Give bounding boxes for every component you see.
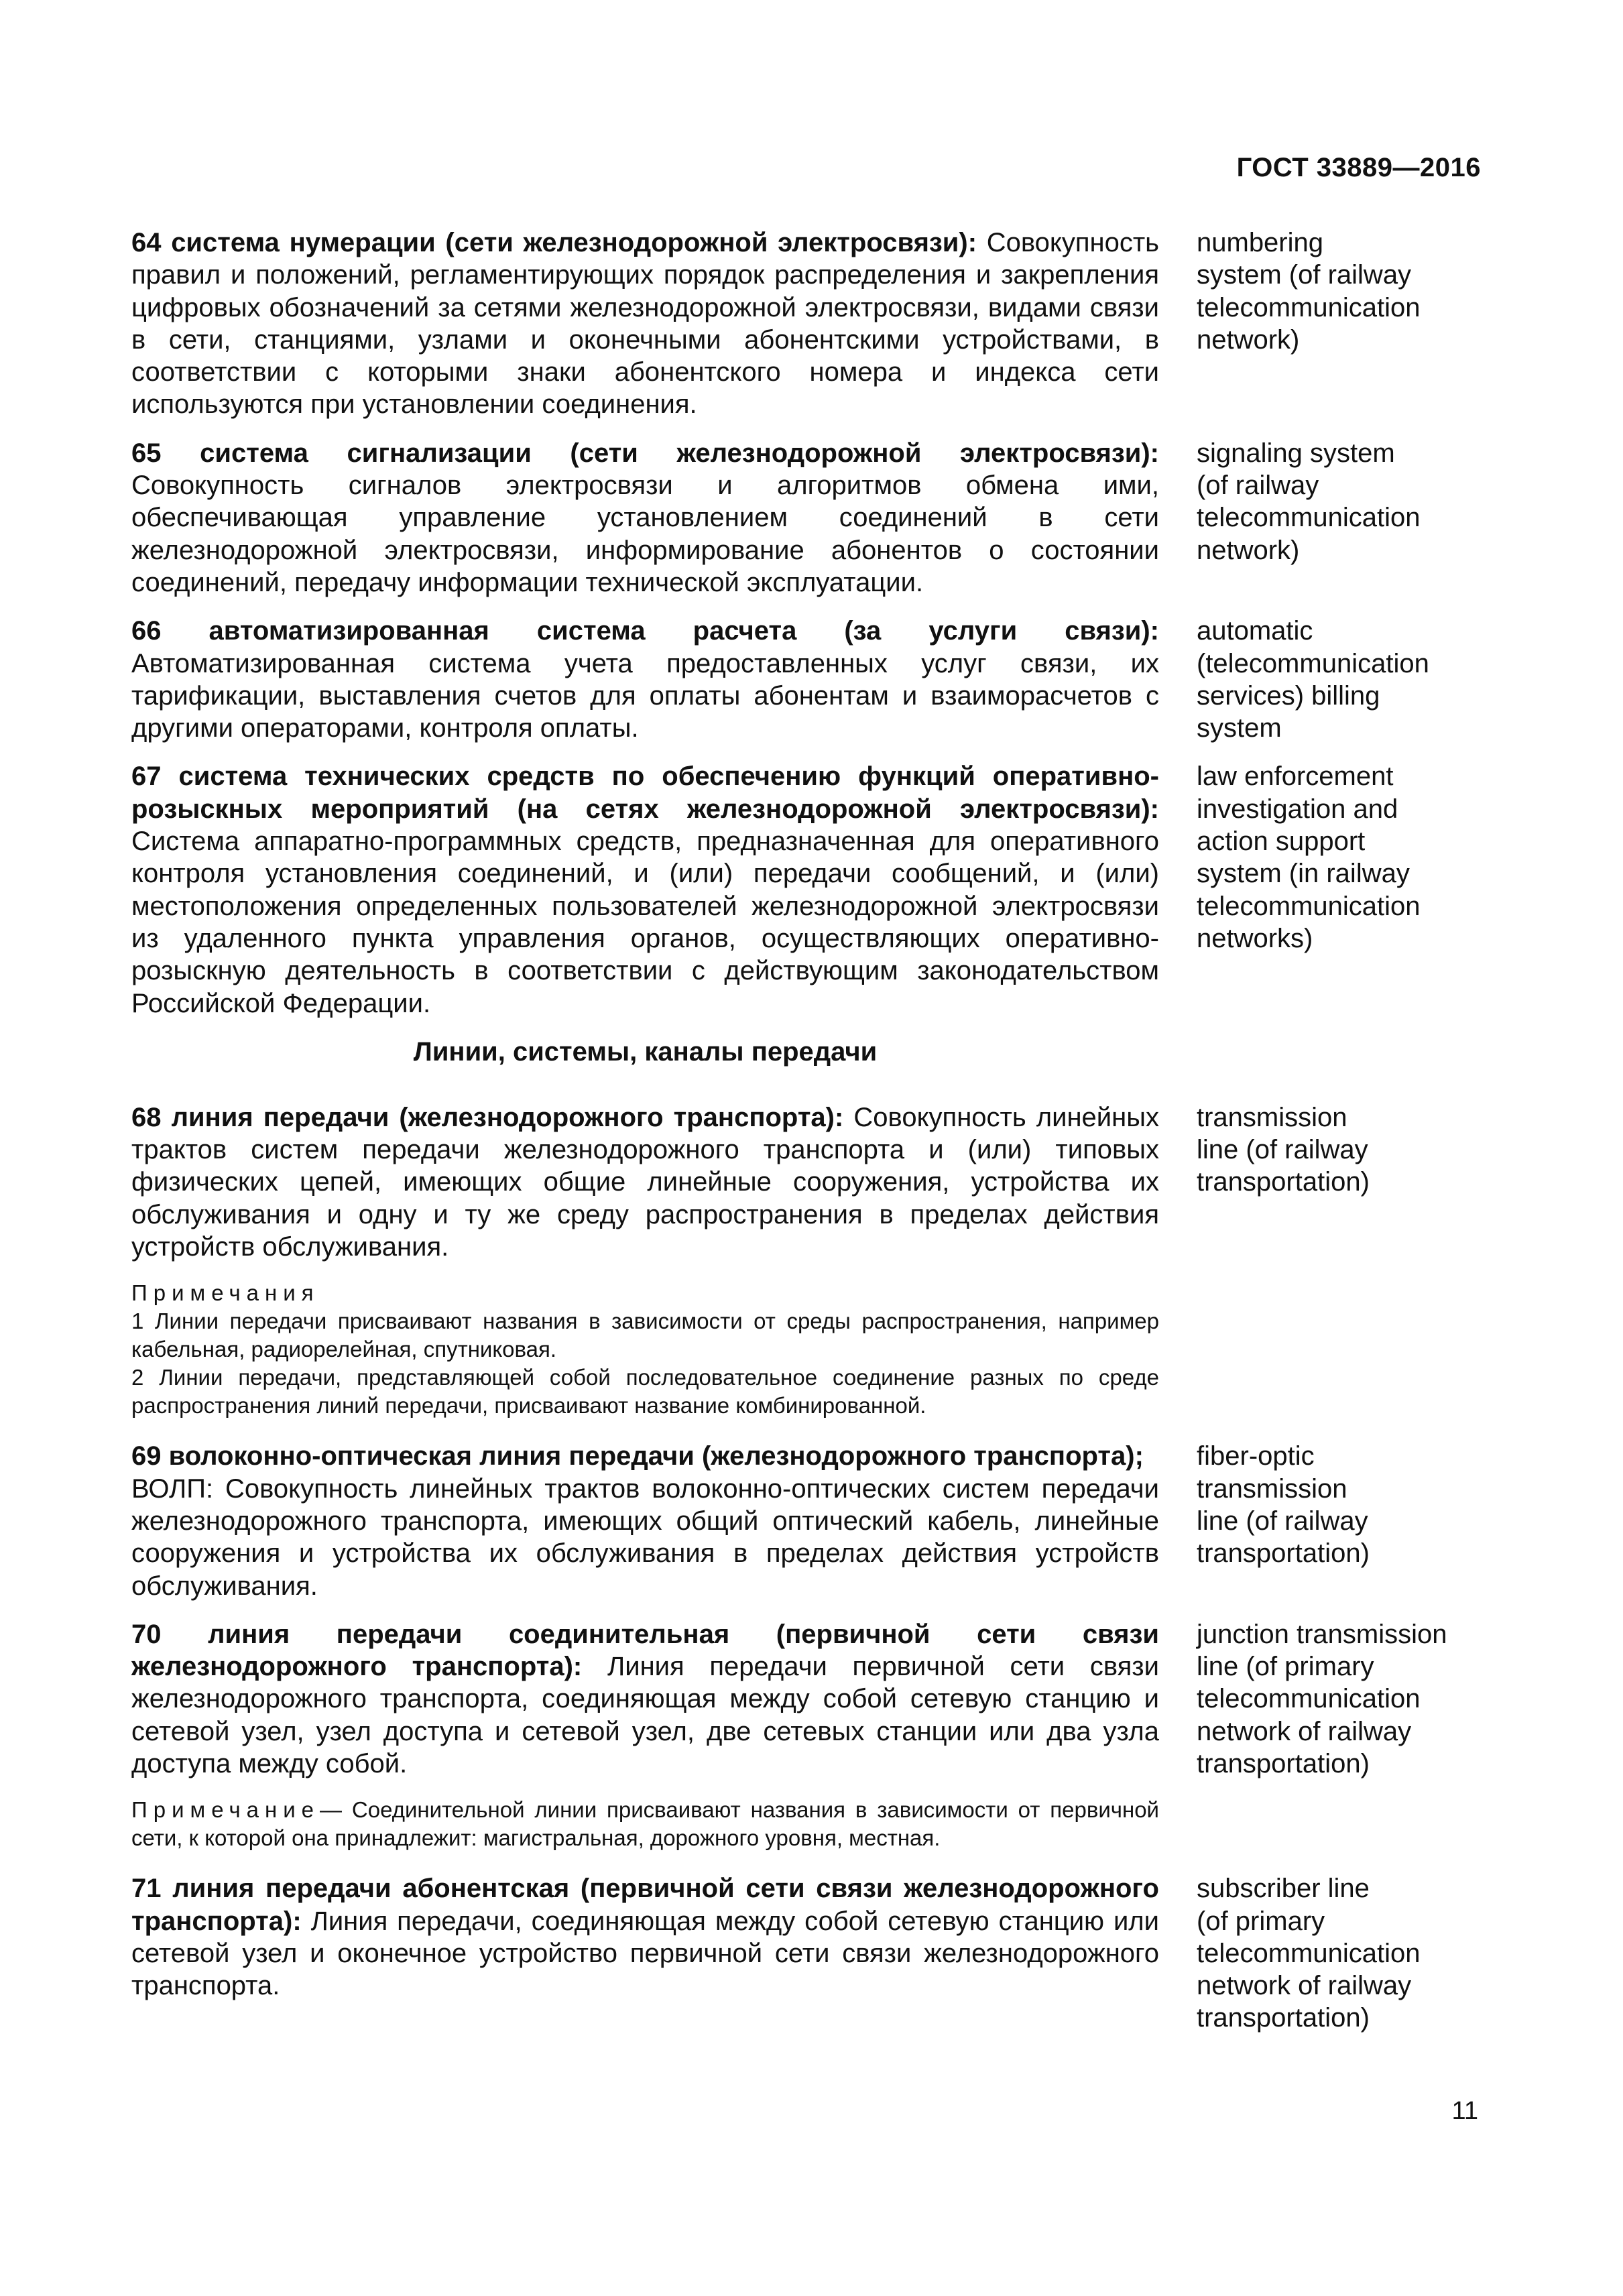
term-en: automatic (telecommunication services) billing system	[1197, 616, 1429, 743]
notes-heading: Примечания	[131, 1280, 320, 1306]
term-definition: Линия передачи первичной сети связи железнодорожного транспорта, соединяющая между собой сетевую станцию и сетевой узел, узел доступа и сетевой узел, две сетевых станции или два узла доступа между собой.	[131, 1652, 1159, 1778]
term-number: 70	[131, 1619, 162, 1649]
term-entry-69	[131, 1440, 1488, 1602]
term-title	[131, 616, 1159, 646]
term-entry-67	[131, 760, 1488, 1019]
term-title	[131, 1441, 1144, 1471]
term-en: signaling system (of railway telecommunication network)	[1197, 438, 1421, 565]
term-entry-70	[131, 1618, 1488, 1780]
document-number-header: ГОСТ 33889—2016	[1236, 153, 1481, 182]
term-en: junction transmission line (of primary telecommunication network of railway transportation)	[1197, 1619, 1447, 1778]
section-heading: Линии, системы, каналы передачи	[413, 1036, 878, 1067]
term-title	[131, 1103, 843, 1132]
term-name: линия передачи соединительная (первичной сети связи железнодорожного транспорта):	[131, 1619, 1159, 1682]
term-entry-71	[131, 1872, 1488, 2034]
note-item: 2 Линии передачи, представляющей собой последовательное соединение разных по среде распространения линий передачи, присваивают название комбинированной.	[131, 1365, 1159, 1418]
term-title	[131, 228, 977, 257]
term-number: 67	[131, 762, 162, 792]
term-number: 69	[131, 1441, 162, 1471]
term-definition: Совокупность линейных трактов систем передачи железнодорожного транспорта и (или) типовых физических цепей, имеющих общие линейные сооружения, устройства их обслуживания и одну и ту же среду распространения в пределах действия устройств обслуживания.	[131, 1102, 1159, 1262]
term-definition: Линия передачи, соединяющая между собой сетевую станцию или сетевой узел и оконечное устройство первичной сети связи железнодорожного транспорта.	[131, 1906, 1159, 2001]
terms-list	[131, 227, 1488, 2051]
note-label: Примечание	[131, 1797, 320, 1823]
page-number: 11	[1451, 2097, 1478, 2125]
note-item: 1 Линии передачи присваивают названия в зависимости от среды распространения, например кабельная, радиорелейная, спутниковая.	[131, 1309, 1159, 1362]
term-entry-66	[131, 615, 1488, 744]
term-en: law enforcement investigation and action support system (in railway telecommunication networks)	[1197, 762, 1421, 953]
term-ru	[131, 1618, 1159, 1780]
notes-68	[131, 1279, 1159, 1420]
term-number: 64	[131, 228, 162, 257]
term-name: линия передачи абонентская (первичной сети связи железнодорожного транспорта):	[131, 1874, 1159, 1936]
term-ru	[131, 1101, 1159, 1263]
term-name: волоконно-оптическая линия передачи (железнодорожного транспорта);	[168, 1441, 1144, 1471]
term-name: автоматизированная система расчета (за услуги связи):	[208, 616, 1159, 646]
term-entry-64	[131, 227, 1488, 421]
note-text: — Соединительной линии присваивают названия в зависимости от первичной сети, к которой она принадлежит: магистральная, дорожного уровня, местная.	[131, 1797, 1159, 1851]
term-en: subscriber line (of primary telecommunication network of railway transportation)	[1197, 1874, 1421, 2033]
term-en: numbering system (of railway telecommunication network)	[1197, 228, 1421, 355]
term-name: система сигнализации (сети железнодорожной электросвязи):	[200, 438, 1159, 468]
term-en: transmission line (of railway transportation)	[1197, 1102, 1370, 1197]
term-ru	[131, 615, 1159, 744]
term-number: 71	[131, 1874, 162, 1904]
term-ru	[131, 1440, 1159, 1602]
term-ru	[131, 760, 1159, 1019]
term-definition: Совокупность сигналов электросвязи и алгоритмов обмена ими, обеспечивающая управление установлением соединений в сети железнодорожной электросвязи, информирование абонентов о состоянии соединений, передачу информации технической эксплуатации.	[131, 471, 1159, 597]
term-definition: Автоматизированная система учета предоставленных услуг связи, их тарификации, выставления счетов для оплаты абонентам и взаиморасчетов с другими операторами, контроля оплаты.	[131, 648, 1159, 743]
term-entry-65	[131, 437, 1488, 599]
term-entry-68	[131, 1101, 1488, 1263]
term-name: система нумерации (сети железнодорожной электросвязи):	[171, 228, 977, 257]
term-ru	[131, 227, 1159, 421]
term-title	[131, 762, 1159, 823]
note-70	[131, 1796, 1159, 1852]
term-definition: Совокупность правил и положений, регламентирующих порядок распределения и закрепления цифровых обозначений за сетями железнодорожной электросвязи, видами связи в сети, станциями, узлами и оконечными абонентскими устройствами, в соответствии с которыми знаки абонентского номера и индекса сети используются при установлении соединения.	[131, 228, 1159, 420]
term-name: линия передачи (железнодорожного транспорта):	[171, 1102, 844, 1132]
term-ru	[131, 437, 1159, 599]
term-name: система технических средств по обеспечению функций оперативно-розыскных мероприятий (на сетях железнодорожной электросвязи):	[131, 762, 1159, 824]
term-number: 65	[131, 438, 162, 468]
term-definition: ВОЛП: Совокупность линейных трактов волоконно-оптических систем передачи железнодорожного транспорта, имеющих общий оптический кабель, линейные сооружения и устройства их обслуживания в пределах действия устройств обслуживания.	[131, 1473, 1159, 1601]
term-number: 66	[131, 616, 162, 646]
term-definition: Система аппаратно-программных средств, предназначенная для оперативного контроля установления соединений, и (или) передачи сообщений, и (или) местоположения определенных пользователей железнодорожной электросвязи из удаленного пункта управления органов, осуществляющих оперативно-розыскную деятельность в соответствии с действующим законодательством Российской Федерации.	[131, 827, 1159, 1018]
term-title	[131, 438, 1159, 468]
term-ru	[131, 1872, 1159, 2002]
term-en: fiber-optic transmission line (of railway transportation)	[1197, 1441, 1370, 1569]
term-number: 68	[131, 1102, 162, 1132]
